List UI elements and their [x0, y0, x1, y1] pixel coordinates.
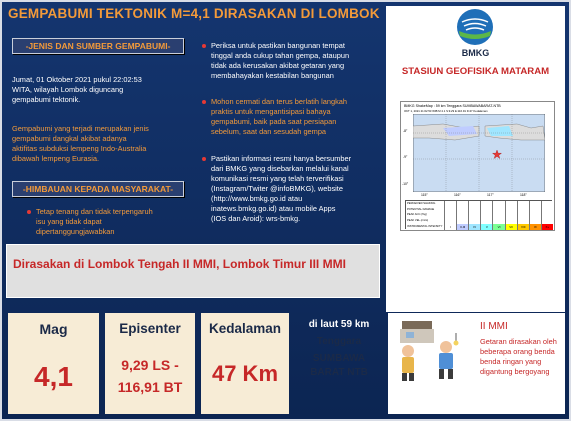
epicenter-lon: 116,91 BT: [117, 379, 183, 395]
scale-level-label: V: [481, 224, 492, 230]
scale-cell-7: [517, 201, 529, 230]
epicenter-location: di laut 59 km Tenggara SUMBAWA BARAT NTB: [308, 319, 370, 378]
scale-cell-1: [444, 201, 456, 230]
mmi-description: Getaran dirasakan oleh beberapa orang benda benda ringan yang digantung bergoyang: [480, 337, 557, 376]
station-panel: [386, 6, 565, 312]
tectonic-cause-text: Gempabumi yang terjadi merupakan jenis gempabumi dangkal akibat adanya aktifitas subduksi lempeng Indo-Australia dibawah lempeng Eurasia.: [12, 124, 149, 163]
advice-bullet-check-building: Periksa untuk pastikan bangunan tempat tinggal anda cukup tahan gempa, ataupun tidak ada kerusakan akibat getaran yang membahayakan kestabilan bangunan: [211, 41, 350, 80]
scale-cell-2: [456, 201, 468, 230]
magnitude-value: 4,1: [34, 361, 73, 392]
shakemap: BMKG ShakeMap : 59 km Tenggara SUMBAWABARAT-NTB OKT 1, 2021 21:02:53 WIB M 4.1 S:9.29 E:116.91 D:47 Kedalaman -8° -9° -10° 115° 116° 117° 118° PERCEIVED SHAKING POTENTIAL DAMAGE PEAK ACC.(%g) PEAK VEL.(cm/s) INSTRUMENTAL INTENSITY I II-III IV V VI VII VIII IX X+: [400, 101, 555, 231]
people-shaking-illustration-icon: [392, 319, 470, 383]
depth-card: [201, 313, 289, 414]
scale-level-label: X+: [542, 224, 553, 230]
felt-report-text: Dirasakan di Lombok Tengah II MMI, Lombok Timur III MMI: [13, 257, 346, 271]
bmkg-logo-text: BMKG: [461, 48, 490, 58]
scale-cell-9: [541, 201, 553, 230]
felt-report-bar: [6, 244, 380, 298]
scale-cell-8: [529, 201, 541, 230]
main-title: GEMPABUMI TEKTONIK M=4,1 DIRASAKAN DI LOMBOK: [8, 6, 380, 21]
scale-level-label: VIII: [518, 224, 529, 230]
event-time-text: Jumat, 01 Oktober 2021 pukul 22:02:53 WITA, wilayah Lombok diguncang gempabumi tektonik.: [12, 75, 142, 104]
scale-level-label: VII: [506, 224, 517, 230]
advice-bullet-calm: Tetap tenang dan tidak terpengaruh isu yang tidak dapat dipertanggungjawabkan: [36, 207, 153, 236]
shakemap-subtitle: OKT 1, 2021 21:02:53 WIB M 4.1 S:9.29 E:116.91 D:47 Kedalaman: [404, 109, 488, 113]
scale-cell-4: [480, 201, 492, 230]
scale-level-label: II-III: [457, 224, 468, 230]
epicenter-label: Episenter: [119, 321, 181, 336]
epicenter-lat: 9,29 LS -: [121, 357, 179, 373]
magnitude-card: [8, 313, 99, 414]
section-header-himbauan: -HIMBAUAN KEPADA MASYARAKAT-: [12, 181, 184, 197]
station-name: STASIUN GEOFISIKA MATARAM: [401, 66, 550, 77]
scale-level-label: IV: [469, 224, 480, 230]
depth-value: 47 Km: [211, 361, 279, 386]
section-header-jenis: -JENIS DAN SUMBER GEMPABUMI-: [12, 38, 184, 54]
shakemap-title: BMKG ShakeMap : 59 km Tenggara SUMBAWABARAT-NTB: [404, 104, 501, 108]
intensity-scale-legend: PERCEIVED SHAKING POTENTIAL DAMAGE PEAK ACC.(%g) PEAK VEL.(cm/s) INSTRUMENTAL INTENSITY I II-III IV V VI VII VIII IX X+: [405, 200, 552, 229]
advice-bullet-official-info: Pastikan informasi resmi hanya bersumber dari BMKG yang disebarkan melalui kanal komunikasi resmi yang telah terverifikasi (Instagram/Twiter @infoBMKG), website (http://www.bmkg.go.id atau inatews.bmkg.go.id) atau mobile Apps (IOS dan Aroid): wrs-bmkg.: [211, 154, 352, 223]
depth-label: Kedalaman: [208, 321, 282, 336]
scale-level-label: IX: [530, 224, 541, 230]
shakemap-plot: [413, 114, 545, 192]
mmi-description-box: [388, 313, 565, 414]
scale-level-label: VI: [493, 224, 504, 230]
scale-cell-6: [505, 201, 517, 230]
bmkg-logo-icon: [454, 8, 496, 46]
advice-bullet-practice: Mohon cermati dan terus berlatih langkah praktis untuk mengantisipasi bahaya gempabumi, baik pada saat persiapan sebelum, saat dan sesudah gempa: [211, 97, 347, 136]
magnitude-label: Mag: [39, 321, 68, 337]
scale-cell-3: [468, 201, 480, 230]
scale-level-label: I: [445, 224, 456, 230]
mmi-title: II MMI: [480, 321, 508, 332]
scale-cell-5: [492, 201, 504, 230]
epicenter-card: [105, 313, 195, 414]
